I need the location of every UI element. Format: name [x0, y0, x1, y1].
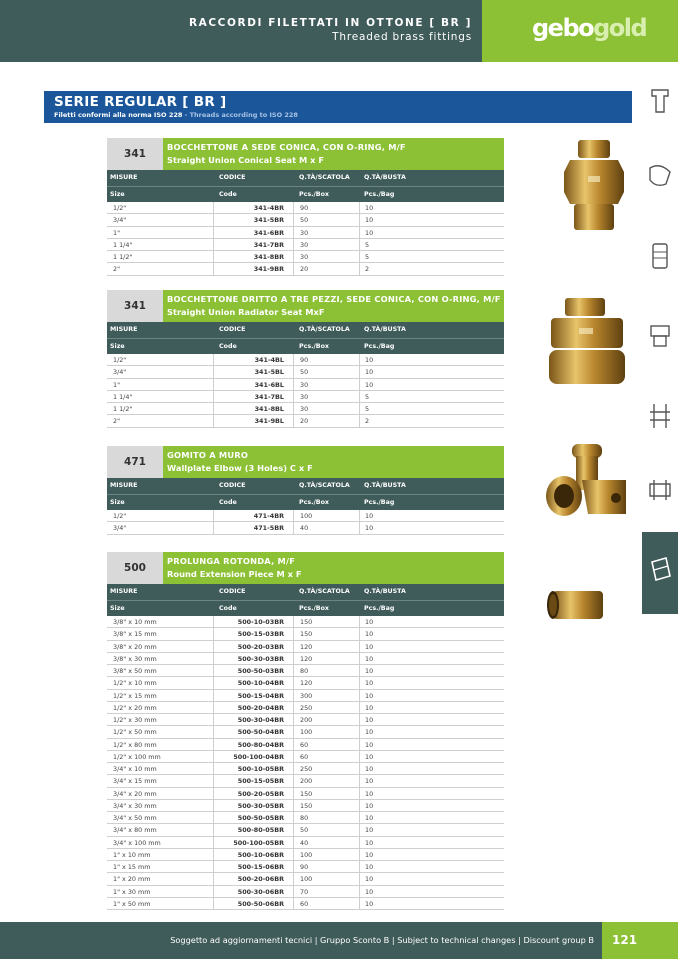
cell-box: 150 [300, 630, 313, 639]
cell-code: 471-5BR [253, 524, 284, 533]
extension-fitting-icon [642, 532, 678, 614]
table-row [107, 354, 504, 366]
cell-bag: 10 [365, 838, 374, 847]
header-titles [189, 16, 472, 44]
product-header [107, 138, 504, 170]
cell-code: 500-20-06BR [237, 875, 284, 884]
cell-code: 341-8BL [254, 405, 284, 413]
table-header [107, 478, 504, 510]
cell-size: 3/8" x 10 mm [113, 618, 157, 626]
cell-bag: 5 [365, 240, 370, 249]
table-row [107, 628, 504, 640]
cell-bag: 10 [365, 667, 374, 675]
table-header [107, 322, 504, 354]
cell-box: 70 [300, 887, 309, 896]
adapter-fitting-icon [642, 238, 678, 274]
cell-code: 500-80-04BR [237, 740, 284, 749]
cell-size: 3/4" [113, 368, 127, 377]
cell-size: 1" [113, 228, 121, 237]
table-header-row-en [107, 338, 504, 354]
cell-bag: 10 [365, 863, 374, 871]
product-number: 471 [107, 446, 163, 478]
series-banner [44, 91, 632, 123]
cell-size: 1/2" x 10 mm [113, 679, 157, 688]
cell-box: 90 [300, 356, 309, 364]
col-scatola: Q.TÀ/SCATOLA [299, 174, 350, 181]
cell-bag: 10 [365, 875, 374, 884]
col-box: Pcs./Box [299, 191, 329, 198]
cell-code: 500-10-03BR [237, 618, 284, 626]
cell-size: 1" x 20 mm [113, 875, 151, 884]
product-header [107, 290, 504, 322]
product-number: 341 [107, 138, 163, 170]
cell-bag: 10 [365, 654, 374, 663]
table-row [107, 812, 504, 824]
cell-bag: 10 [365, 777, 374, 786]
col-code: Code [219, 343, 237, 350]
product-block [107, 446, 504, 535]
cell-size: 1/2" [113, 204, 127, 212]
table-row [107, 751, 504, 763]
cell-box: 90 [300, 863, 309, 871]
product-name [163, 138, 504, 170]
table-row [107, 898, 504, 910]
cell-bag: 10 [365, 380, 374, 389]
cell-code: 500-100-04BR [233, 752, 284, 761]
cell-bag: 5 [365, 253, 370, 261]
table-row [107, 251, 504, 263]
product-name-it: GOMITO A MURO [167, 450, 249, 460]
cell-size: 1 1/2" [113, 405, 133, 413]
cell-bag: 10 [365, 814, 374, 822]
cell-bag: 10 [365, 228, 374, 237]
cell-size: 2" [113, 417, 121, 426]
table-row [107, 263, 504, 275]
col-codice: CODICE [219, 588, 246, 595]
col-busta: Q.TÀ/BUSTA [364, 326, 406, 333]
table-row [107, 653, 504, 665]
cell-code: 500-30-04BR [237, 716, 284, 724]
cell-code: 500-80-05BR [237, 826, 284, 835]
cell-size: 1/2" x 80 mm [113, 740, 157, 749]
cell-code: 500-15-04BR [237, 691, 284, 700]
cell-code: 500-15-03BR [237, 630, 284, 639]
table-header [107, 170, 504, 202]
cell-size: 3/4" x 20 mm [113, 789, 157, 798]
cell-bag: 10 [365, 801, 374, 810]
cell-size: 3/8" x 50 mm [113, 667, 157, 675]
cell-bag: 10 [365, 728, 374, 737]
cell-bag: 10 [365, 679, 374, 688]
cell-code: 500-15-05BR [237, 777, 284, 786]
table-row [107, 214, 504, 226]
table-row [107, 522, 504, 534]
col-scatola: Q.TÀ/SCATOLA [299, 482, 350, 489]
photo-wallplate-elbow [542, 440, 632, 520]
cell-size: 1/2" x 20 mm [113, 703, 157, 712]
cell-code: 500-30-03BR [237, 654, 284, 663]
table-header-row-it [107, 584, 504, 600]
nipple-fitting-icon [642, 318, 678, 354]
cell-bag: 10 [365, 368, 374, 377]
cell-bag: 10 [365, 618, 374, 626]
col-misure: MISURE [110, 174, 138, 181]
cell-size: 1/2" x 15 mm [113, 691, 157, 700]
coupling-fitting-icon [642, 472, 678, 508]
cell-size: 1/2" [113, 356, 127, 364]
product-name-it: PROLUNGA ROTONDA, M/F [167, 556, 296, 566]
table-row [107, 702, 504, 714]
product-header [107, 552, 504, 584]
cell-box: 100 [300, 512, 313, 520]
product-block [107, 552, 504, 910]
cell-size: 1 1/2" [113, 253, 133, 261]
cell-box: 150 [300, 789, 313, 798]
cell-box: 30 [300, 253, 309, 261]
cell-size: 1/2" x 100 mm [113, 752, 161, 761]
table-row [107, 861, 504, 873]
cell-code: 500-20-03BR [237, 642, 284, 651]
cell-box: 50 [300, 826, 309, 835]
col-codice: CODICE [219, 326, 246, 333]
cell-size: 3/8" x 20 mm [113, 642, 157, 651]
cell-size: 3/4" x 50 mm [113, 814, 157, 822]
cell-bag: 10 [365, 216, 374, 225]
cell-box: 30 [300, 380, 309, 389]
cell-bag: 10 [365, 789, 374, 798]
table-header-row-en [107, 186, 504, 202]
cell-size: 3/4" [113, 216, 127, 225]
logo-part-b: gold [593, 14, 647, 42]
logo-part-a: gebo [532, 14, 594, 42]
cell-box: 30 [300, 228, 309, 237]
table-row [107, 202, 504, 214]
cell-bag: 10 [365, 765, 374, 773]
col-scatola: Q.TÀ/SCATOLA [299, 326, 350, 333]
cell-code: 500-20-04BR [237, 703, 284, 712]
cell-size: 3/4" x 100 mm [113, 838, 161, 847]
cell-box: 120 [300, 642, 313, 651]
cell-code: 500-30-05BR [237, 801, 284, 810]
table-row [107, 714, 504, 726]
cell-size: 2" [113, 265, 121, 274]
series-subtitle-en: - Threads according to ISO 228 [182, 111, 298, 119]
photo-straight-union-conical [560, 138, 630, 233]
cell-bag: 10 [365, 512, 374, 520]
col-box: Pcs./Box [299, 605, 329, 612]
col-bag: Pcs./Bag [364, 499, 395, 506]
cell-bag: 10 [365, 524, 374, 533]
elbow-fitting-icon [642, 158, 678, 194]
cell-bag: 2 [365, 417, 370, 426]
col-busta: Q.TÀ/BUSTA [364, 482, 406, 489]
col-misure: MISURE [110, 482, 138, 489]
tee-fitting-icon [642, 82, 678, 118]
cell-code: 500-50-03BR [237, 667, 284, 675]
table-header-row-it [107, 478, 504, 494]
col-size: Size [110, 499, 125, 506]
table-row [107, 800, 504, 812]
photo-straight-union-radiator [545, 296, 629, 388]
cell-bag: 10 [365, 703, 374, 712]
cell-bag: 10 [365, 204, 374, 212]
cell-bag: 10 [365, 691, 374, 700]
cell-box: 120 [300, 679, 313, 688]
table-row [107, 849, 504, 861]
cell-box: 150 [300, 618, 313, 626]
valve-fitting-icon [642, 398, 678, 434]
table-row [107, 873, 504, 885]
cell-size: 1/2" [113, 512, 127, 520]
product-name-en: Straight Union Radiator Seat MxF [167, 307, 325, 317]
product-number: 500 [107, 552, 163, 584]
cell-box: 120 [300, 654, 313, 663]
table-header [107, 584, 504, 616]
cell-code: 500-50-05BR [237, 814, 284, 822]
product-name-en: Round Extension Piece M x F [167, 569, 302, 579]
col-code: Code [219, 605, 237, 612]
cell-size: 3/4" x 30 mm [113, 801, 157, 810]
product-header [107, 446, 504, 478]
table-row [107, 788, 504, 800]
cell-box: 150 [300, 801, 313, 810]
cell-size: 3/4" x 15 mm [113, 777, 157, 786]
cell-bag: 10 [365, 642, 374, 651]
col-size: Size [110, 605, 125, 612]
col-misure: MISURE [110, 588, 138, 595]
col-code: Code [219, 499, 237, 506]
header-title-it: RACCORDI FILETTATI IN OTTONE [ BR ] [188, 17, 472, 29]
table-row [107, 641, 504, 653]
cell-size: 1 1/4" [113, 240, 133, 249]
product-block [107, 290, 504, 428]
cell-bag: 10 [365, 716, 374, 724]
cell-box: 20 [300, 265, 309, 274]
product-block [107, 138, 504, 276]
col-codice: CODICE [219, 174, 246, 181]
footer-text: Soggetto ad aggiornamenti tecnici | Gruppo Sconto B | Subject to technical changes | Discount group B [170, 935, 594, 945]
cell-code: 471-4BR [253, 512, 284, 520]
cell-code: 341-5BR [253, 216, 284, 225]
table-header-row-en [107, 494, 504, 510]
col-codice: CODICE [219, 482, 246, 489]
cell-size: 1" x 30 mm [113, 887, 151, 896]
cell-box: 100 [300, 728, 313, 737]
cell-box: 50 [300, 216, 309, 225]
col-busta: Q.TÀ/BUSTA [364, 588, 406, 595]
table-row [107, 379, 504, 391]
cell-box: 250 [300, 703, 313, 712]
cell-bag: 10 [365, 850, 374, 859]
cell-bag: 10 [365, 826, 374, 835]
cell-size: 1" x 15 mm [113, 863, 151, 871]
cell-size: 3/8" x 15 mm [113, 630, 157, 639]
product-name-it: BOCCHETTONE A SEDE CONICA, CON O-RING, M/F [167, 142, 406, 152]
cell-box: 40 [300, 524, 309, 533]
table-row [107, 824, 504, 836]
table-row [107, 415, 504, 427]
table-row [107, 775, 504, 787]
table-row [107, 227, 504, 239]
cell-size: 1/2" x 50 mm [113, 728, 157, 737]
cell-code: 341-7BR [253, 240, 284, 249]
cell-box: 20 [300, 417, 309, 426]
cell-box: 30 [300, 392, 309, 401]
product-name-en: Wallplate Elbow (3 Holes) C x F [167, 463, 313, 473]
cell-bag: 5 [365, 405, 370, 413]
cell-code: 500-30-06BR [237, 887, 284, 896]
col-bag: Pcs./Bag [364, 191, 395, 198]
cell-code: 500-10-05BR [237, 765, 284, 773]
cell-code: 500-50-06BR [237, 899, 284, 908]
cell-code: 500-15-06BR [237, 863, 284, 871]
table-row [107, 726, 504, 738]
cell-box: 200 [300, 777, 313, 786]
col-size: Size [110, 343, 125, 350]
table-row [107, 391, 504, 403]
table-row [107, 739, 504, 751]
cell-box: 60 [300, 752, 309, 761]
cell-box: 90 [300, 204, 309, 212]
gebogold-logo [532, 14, 646, 42]
table-row [107, 690, 504, 702]
cell-box: 60 [300, 899, 309, 908]
photo-round-extension [545, 583, 609, 627]
cell-bag: 10 [365, 740, 374, 749]
table-header-row-it [107, 322, 504, 338]
cell-code: 500-50-04BR [237, 728, 284, 737]
cell-code: 341-6BR [253, 228, 284, 237]
product-number: 341 [107, 290, 163, 322]
cell-code: 341-6BL [254, 380, 284, 389]
cell-code: 341-5BL [254, 368, 284, 377]
product-name [163, 290, 504, 322]
col-scatola: Q.TÀ/SCATOLA [299, 588, 350, 595]
header-title-en: Threaded brass fittings [332, 31, 472, 43]
cell-box: 200 [300, 716, 313, 724]
cell-box: 100 [300, 875, 313, 884]
cell-box: 80 [300, 667, 309, 675]
table-row [107, 886, 504, 898]
cell-bag: 10 [365, 752, 374, 761]
cell-code: 500-100-05BR [233, 838, 284, 847]
cell-bag: 2 [365, 265, 370, 274]
cell-code: 500-10-06BR [237, 850, 284, 859]
cell-code: 341-9BL [254, 417, 284, 426]
col-box: Pcs./Box [299, 343, 329, 350]
product-name [163, 552, 504, 584]
page-header [0, 0, 678, 62]
col-bag: Pcs./Bag [364, 605, 395, 612]
page-number [602, 922, 678, 959]
table-row [107, 665, 504, 677]
cell-box: 60 [300, 740, 309, 749]
cell-bag: 10 [365, 899, 374, 908]
table-row [107, 763, 504, 775]
col-misure: MISURE [110, 326, 138, 333]
cell-size: 1 1/4" [113, 392, 133, 401]
table-row [107, 403, 504, 415]
cell-code: 500-10-04BR [237, 679, 284, 688]
cell-size: 1" x 50 mm [113, 899, 151, 908]
table-row [107, 366, 504, 378]
table-row [107, 677, 504, 689]
cell-bag: 5 [365, 392, 370, 401]
cell-box: 80 [300, 814, 309, 822]
cell-box: 40 [300, 838, 309, 847]
table-header-row-en [107, 600, 504, 616]
col-code: Code [219, 191, 237, 198]
cell-code: 341-8BR [253, 253, 284, 261]
cell-bag: 10 [365, 887, 374, 896]
table-header-row-it [107, 170, 504, 186]
table-row [107, 837, 504, 849]
page-number-value: 121 [612, 933, 638, 947]
cell-size: 3/4" x 10 mm [113, 765, 157, 773]
col-size: Size [110, 191, 125, 198]
cell-size: 1" x 10 mm [113, 850, 151, 859]
product-name-it: BOCCHETTONE DRITTO A TRE PEZZI, SEDE CONICA, CON O-RING, M/F [167, 294, 501, 304]
col-busta: Q.TÀ/BUSTA [364, 174, 406, 181]
cell-box: 300 [300, 691, 313, 700]
table-row [107, 510, 504, 522]
cell-box: 30 [300, 405, 309, 413]
cell-size: 1/2" x 30 mm [113, 716, 157, 724]
series-title: SERIE REGULAR [ BR ] [54, 94, 227, 110]
table-row [107, 616, 504, 628]
cell-size: 3/4" x 80 mm [113, 826, 157, 835]
series-subtitle-it: Filetti conformi alla norma ISO 228 [54, 111, 183, 119]
cell-box: 250 [300, 765, 313, 773]
extension-fitting-tab [642, 532, 678, 614]
cell-bag: 10 [365, 356, 374, 364]
cell-box: 50 [300, 368, 309, 377]
col-box: Pcs./Box [299, 499, 329, 506]
cell-size: 3/8" x 30 mm [113, 654, 157, 663]
cell-box: 100 [300, 850, 313, 859]
col-bag: Pcs./Bag [364, 343, 395, 350]
cell-size: 1" [113, 380, 121, 389]
product-name [163, 446, 504, 478]
cell-code: 341-4BR [253, 204, 284, 212]
page-footer [0, 922, 678, 959]
cell-code: 500-20-05BR [237, 789, 284, 798]
cell-bag: 10 [365, 630, 374, 639]
product-name-en: Straight Union Conical Seat M x F [167, 155, 325, 165]
cell-box: 30 [300, 240, 309, 249]
table-row [107, 239, 504, 251]
series-subtitle [54, 111, 298, 119]
cell-code: 341-9BR [253, 265, 284, 274]
brand-panel [482, 0, 678, 62]
cell-size: 3/4" [113, 524, 127, 533]
cell-code: 341-4BL [254, 356, 284, 364]
cell-code: 341-7BL [254, 392, 284, 401]
